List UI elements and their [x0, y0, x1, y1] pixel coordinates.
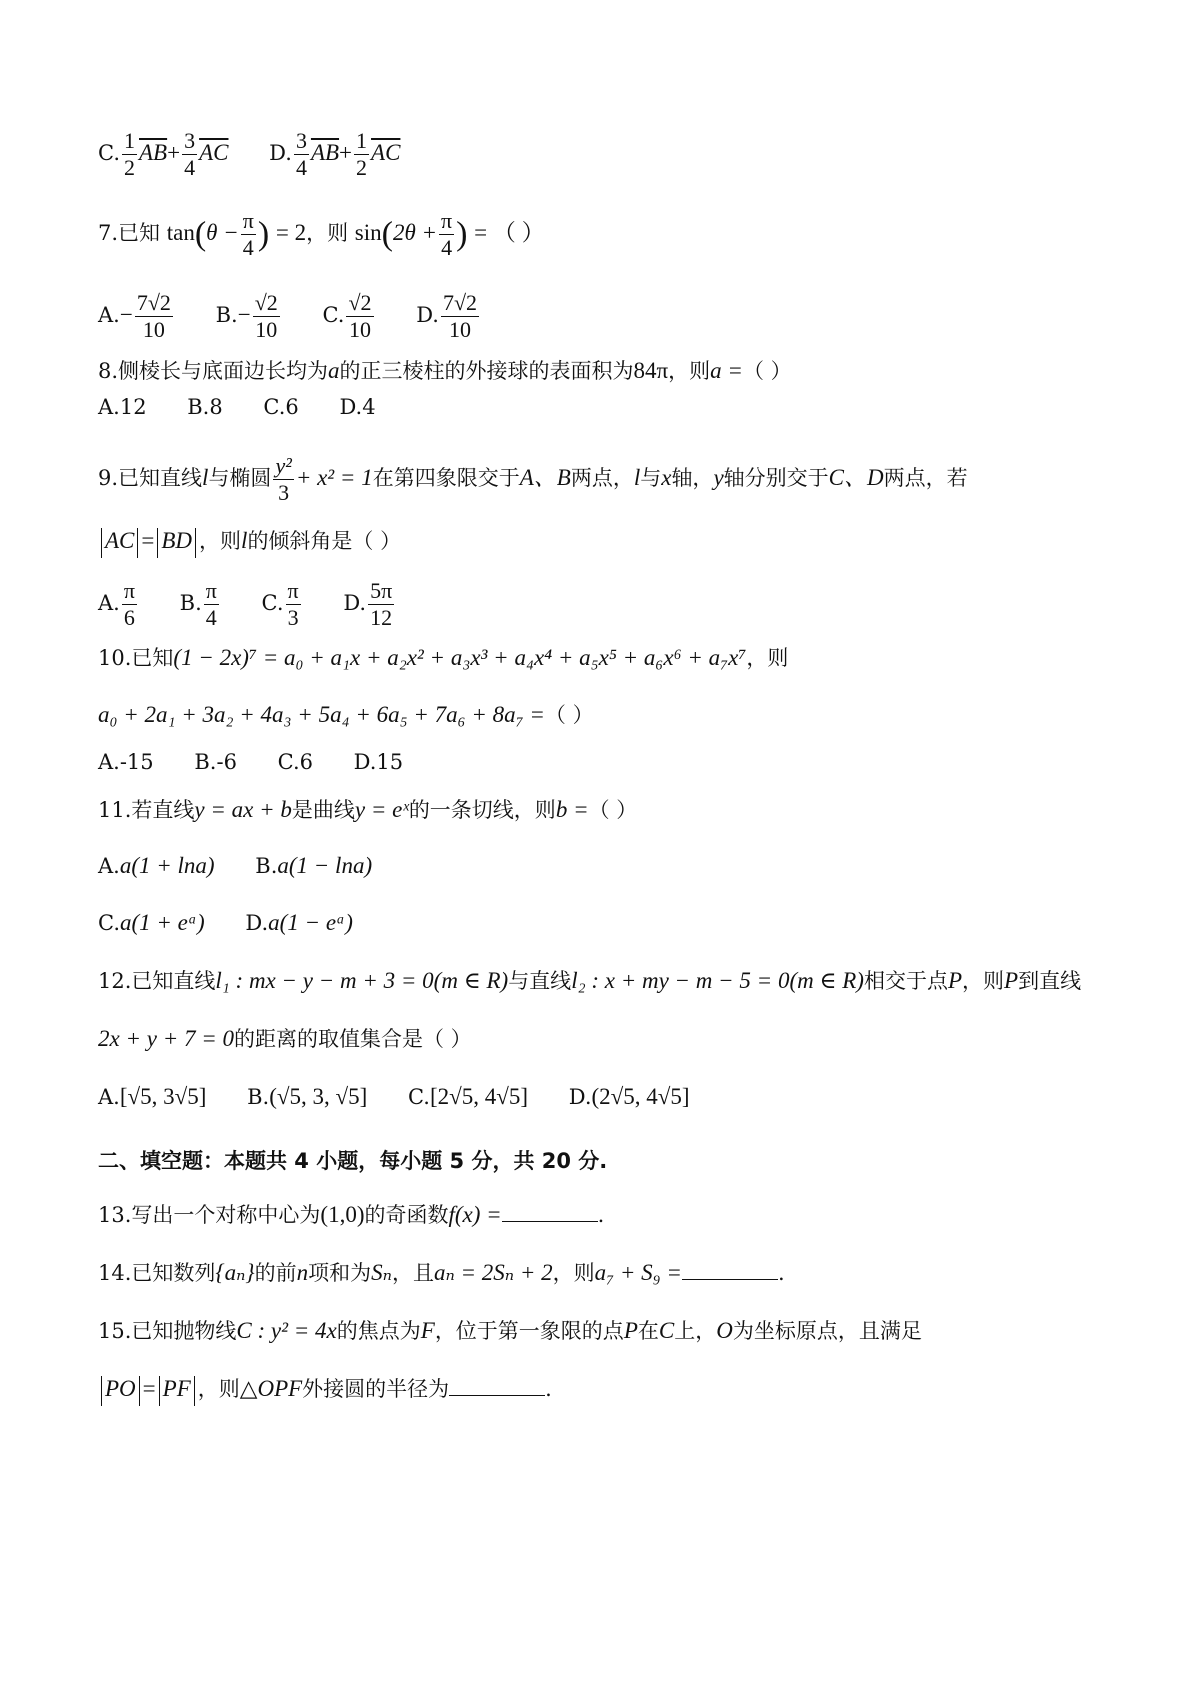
q6-option-c: C. $\frac{1}{2}$ $\overline{AB}+$ $\frac{3}{4}$ $\overline{AC}$	[98, 128, 229, 180]
fraction: $\frac{1}{2}$	[356, 128, 368, 180]
question-12-line2: 2x + y + 7 = 0的距离的取值集合是（ ）	[98, 1026, 472, 1051]
q10-option-b: B.-6	[194, 750, 237, 774]
vector-ac: $\overline{AC}$	[199, 140, 229, 165]
q12-option-c: C.[2√5, 4√5]	[407, 1084, 529, 1109]
q10-options	[98, 747, 437, 777]
q8-option-d: D.4	[339, 395, 376, 419]
fraction: $\frac{\pi}{4}$	[441, 208, 453, 260]
vector-ac: $\overline{AC}$	[371, 140, 401, 165]
question-14: 14.已知数列{aₙ}的前n项和为Sₙ，且aₙ = 2Sₙ + 2，则a₇ + S₉ = .	[98, 1260, 785, 1285]
q10-option-d: D.15	[353, 750, 404, 774]
answer-blank[interactable]	[449, 1375, 545, 1396]
q11-option-d: D.a(1 − eᵃ)	[245, 910, 353, 935]
q7-option-d: D. $\frac{7√2}{10}$	[416, 290, 478, 342]
q7-option-a: A.− $\frac{7√2}{10}$	[98, 290, 171, 342]
q11-option-c: C.a(1 + eᵃ)	[98, 910, 205, 935]
answer-blank[interactable]	[502, 1201, 598, 1222]
question-9-line2: AC = BD ，则l的倾斜角是（ ）	[98, 526, 401, 558]
answer-blank[interactable]	[682, 1259, 778, 1280]
question-13: 13.写出一个对称中心为(1,0)的奇函数f(x) = .	[98, 1202, 605, 1227]
question-9: 9.已知直线l与椭圆 $\frac{\text{y²}}{3}$ + x² = 1在第四象限交于A、B两点，l与x轴，y轴分别交于C、D两点，若	[98, 453, 968, 505]
question-10-line2: a₀ + 2a₁ + 3a₂ + 4a₃ + 5a₄ + 6a₅ + 7a₆ + 8a₇ =（ ）	[98, 702, 594, 727]
q9-option-d: D. $\frac{5\pi}{12}$	[343, 578, 393, 630]
fraction: $\frac{1}{2}$	[124, 128, 135, 180]
fraction: $\frac{\pi}{4}$	[242, 208, 254, 260]
fraction: $\frac{3}{4}$	[184, 128, 196, 180]
q8-option-c: C.6	[263, 395, 299, 419]
question-11: 11.若直线y = ax + b是曲线y = eˣ的一条切线，则b =（ ）	[98, 797, 638, 822]
q7-option-c: C. $\frac{√2}{10}$	[322, 290, 372, 342]
q6-options	[98, 128, 434, 181]
q12-option-b: B.(√5, 3, √5]	[247, 1084, 368, 1109]
q8-options	[98, 392, 410, 422]
q12-option-a: A.[√5, 3√5]	[98, 1084, 207, 1109]
question-10: 10.已知(1 − 2x)⁷ = a₀ + a₁x + a₂x² + a₃x³ + a₄x⁴ + a₅x⁵ + a₆x⁶ + a₇x⁷，则	[98, 645, 789, 670]
q11-options-row1	[98, 851, 406, 881]
q8-option-a: A.12	[98, 395, 147, 419]
question-15-line2: PO = PF ，则△OPF外接圆的半径为 .	[98, 1374, 552, 1406]
q9-option-a: A. $\frac{\pi}{6}$	[98, 578, 135, 630]
q11-option-b: B.a(1 − lna)	[255, 853, 373, 878]
q9-option-b: B. $\frac{\pi}{4}$	[179, 578, 217, 630]
q10-option-c: C.6	[277, 750, 313, 774]
q11-options-row2	[98, 908, 387, 938]
question-12: 12.已知直线l₁ : mx − y − m + 3 = 0(m ∈ R)与直线l₂ : x + my − m − 5 = 0(m ∈ R)相交于点P，则P到直线	[98, 968, 1082, 993]
vector-ab: $\overline{AB}$	[139, 140, 168, 165]
q9-option-c: C. $\frac{\pi}{3}$	[261, 578, 299, 630]
section-2-title: 二、填空题：本题共 4 小题，每小题 5 分，共 20 分.	[98, 1149, 608, 1173]
q12-options	[98, 1082, 724, 1112]
q11-option-a: A.a(1 + lna)	[98, 853, 215, 878]
question-15: 15.已知抛物线C : y² = 4x的焦点为F，位于第一象限的点P在C上，O为坐标原点，且满足	[98, 1318, 922, 1343]
q9-options	[98, 578, 430, 631]
q7-options	[98, 290, 515, 343]
vector-ab: $\overline{AB}$	[310, 140, 340, 165]
q8-option-b: B.8	[187, 395, 223, 419]
question-8: 8.侧棱长与底面边长均为a的正三棱柱的外接球的表面积为84π，则a =（ ）	[98, 358, 792, 383]
q12-option-d: D.(2√5, 4√5]	[568, 1084, 690, 1109]
question-7: 7.已知 tan(θ − $\frac{\pi}{4}$ ) = 2，则 sin(2θ + $\frac{\pi}{4}$ ) = （ ）	[98, 208, 545, 260]
fraction: $\frac{3}{4}$	[295, 128, 307, 180]
q6-option-d: D. $\frac{3}{4}$ $\overline{AB}+$ $\frac{1}{2}$ $\overline{AC}$	[269, 128, 401, 180]
q7-option-b: B.− $\frac{√2}{10}$	[215, 290, 278, 342]
q10-option-a: A.-15	[98, 750, 154, 774]
